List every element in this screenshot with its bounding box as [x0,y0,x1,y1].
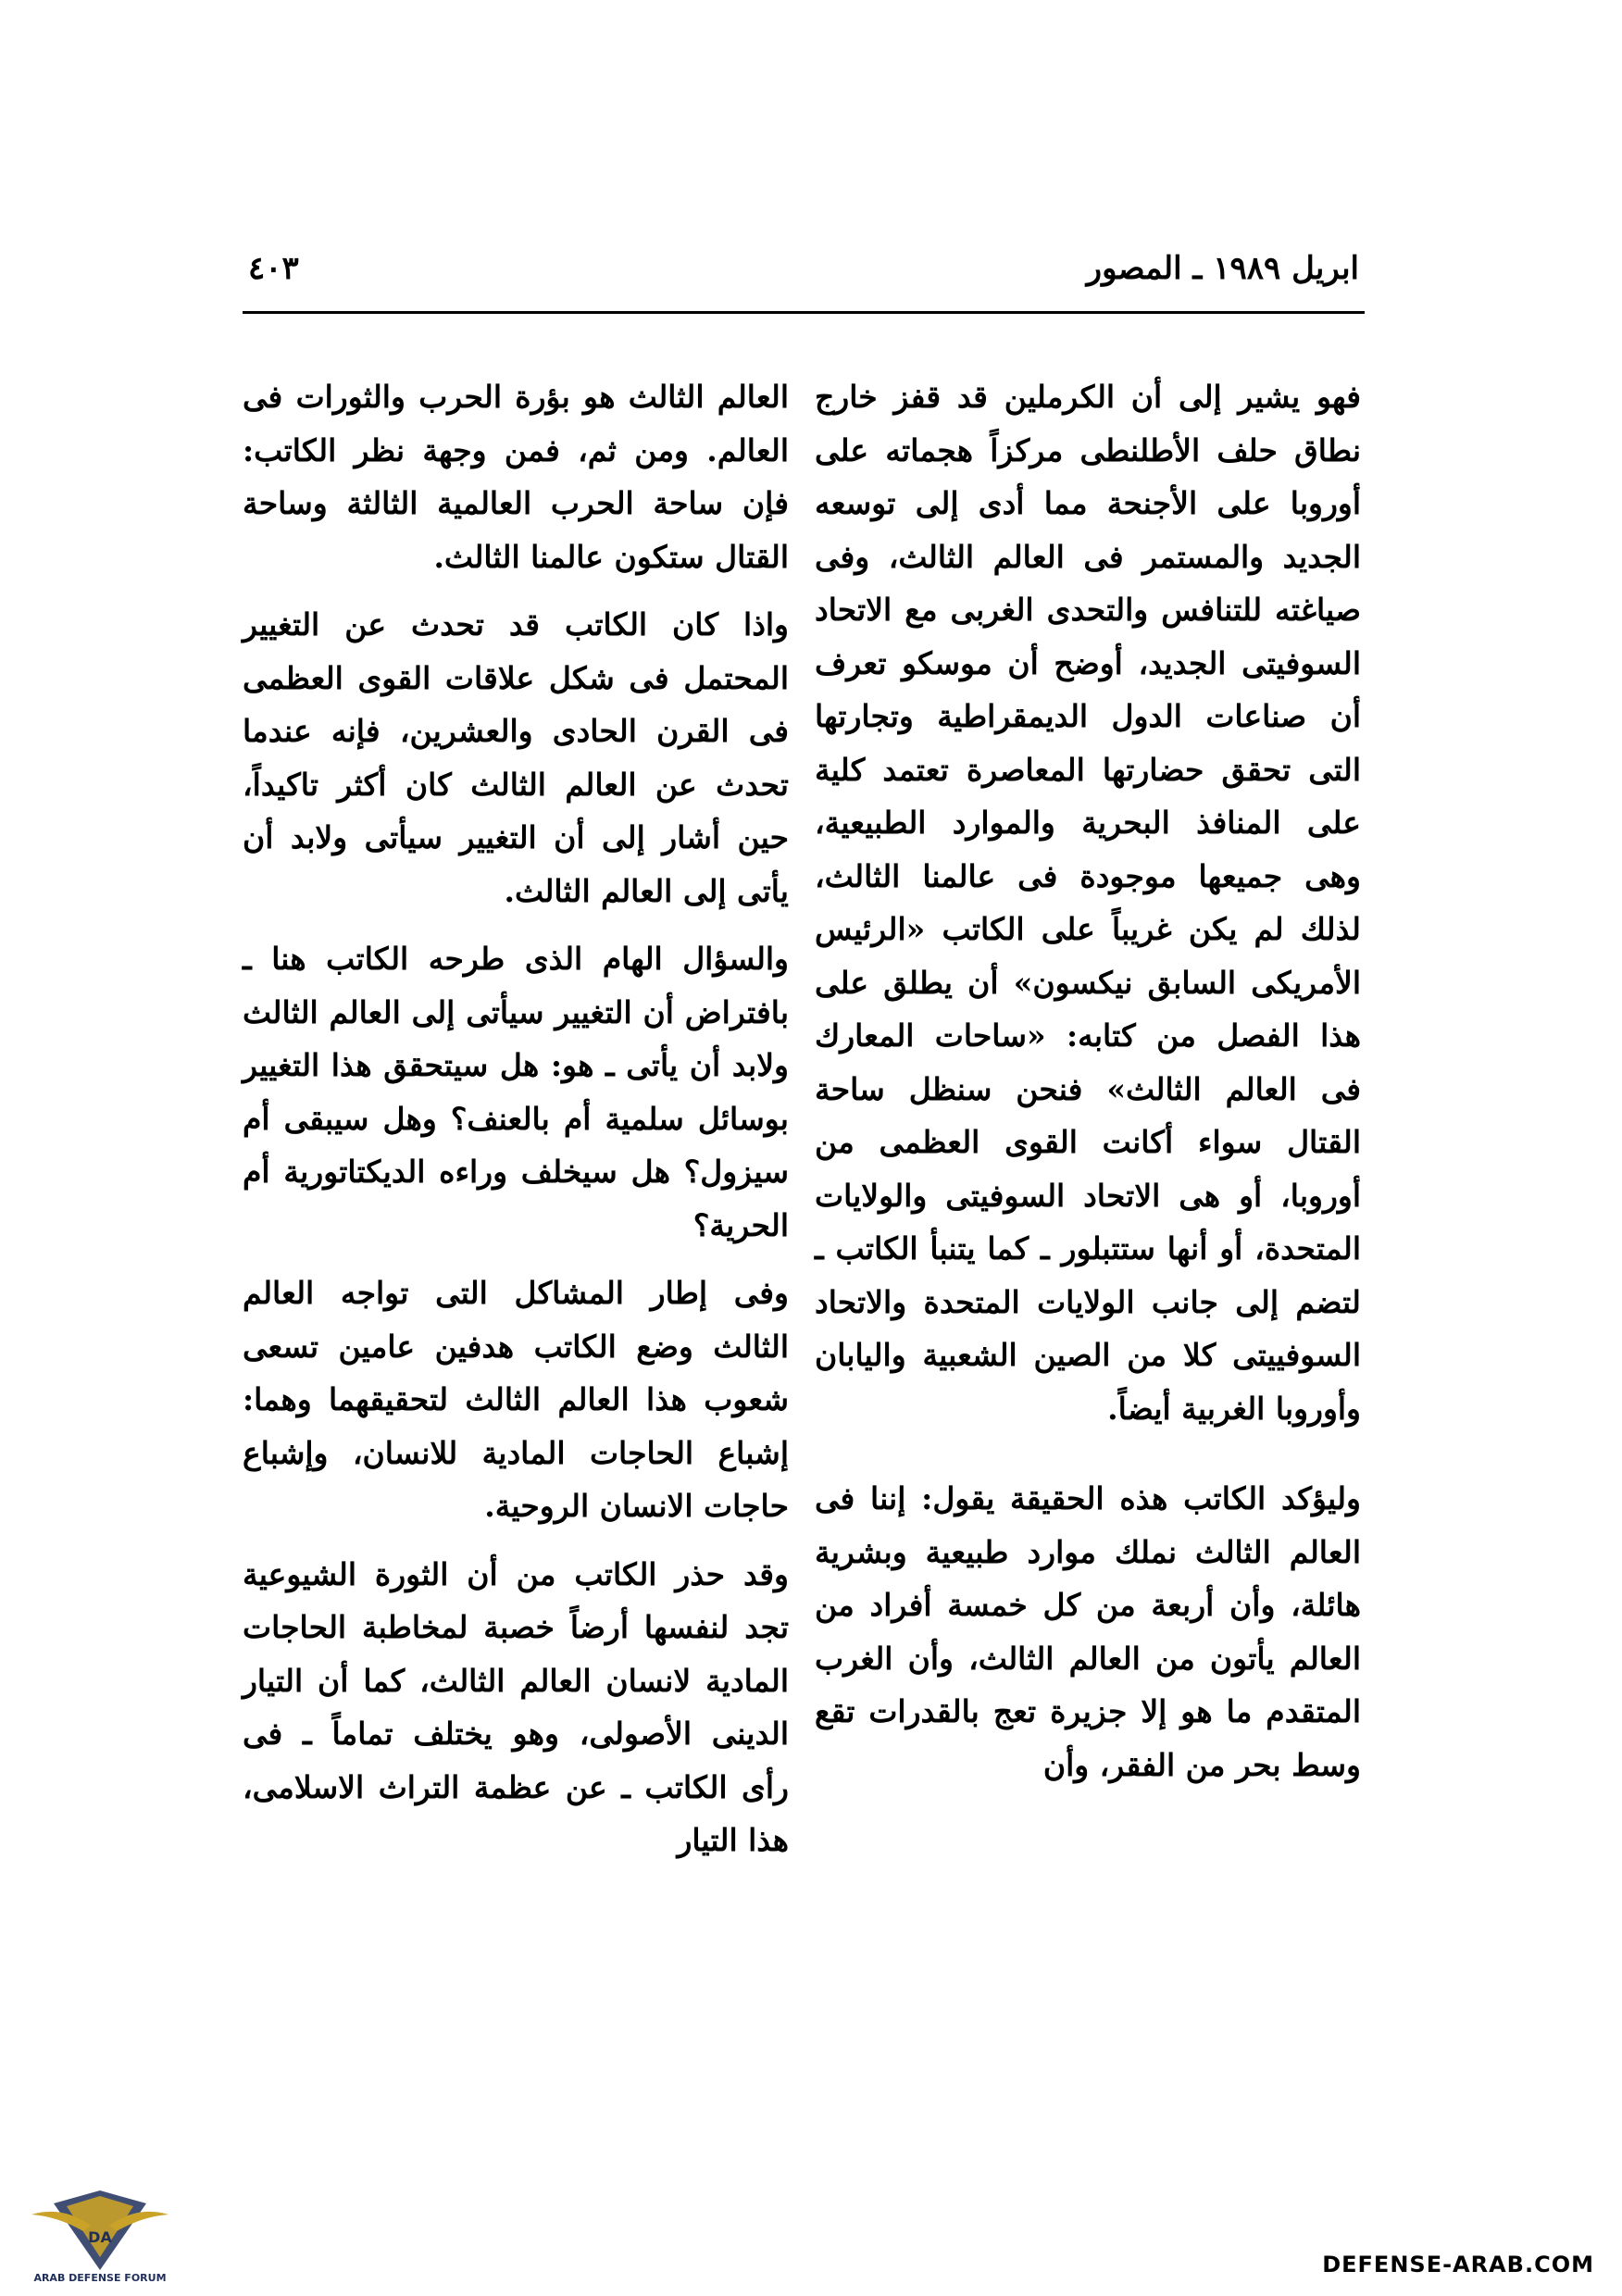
paragraph: العالم الثالث هو بؤرة الحرب والثورات فى العالم. ومن ثم، فمن وجهة نظر الكاتب: فإن ساحة الحرب العالمية الثالثة وساحة القتال ستكون عالمنا الثالث. [243,379,789,575]
header-title: ابريل ١٩٨٩ ـ المصور [1086,250,1359,287]
left-column [243,370,789,1882]
logo-text: ARAB DEFENSE FORUM [33,2272,167,2284]
forum-logo-icon [26,2177,174,2292]
header-rule [243,311,1365,314]
svg-text:DA: DA [88,2228,112,2246]
page-number: ٤٠٣ [248,250,299,287]
paragraph: والسؤال الهام الذى طرحه الكاتب هنا ـ بافتراض أن التغيير سيأتى إلى العالم الثالث ولابد أن يأتى ـ هو: هل سيتحقق هذا التغيير بوسائل سلمية أم بالعنف؟ وهل سيبقى أم سيزول؟ هل سيخلف وراءه الديكتاتورية أم الحرية؟ [243,941,789,1243]
paragraph: وقد حذر الكاتب من أن الثورة الشيوعية تجد لنفسها أرضاً خصبة لمخاطبة الحاجات المادية لانسان العالم الثالث، كما أن التيار الدينى الأصولى، وهو يختلف تماماً ـ فى رأى الكاتب ـ عن عظمة التراث الاسلامى، هذا التيار [243,1555,789,1858]
paragraph: وليؤكد الكاتب هذه الحقيقة يقول: إننا فى العالم الثالث نملك موارد طبيعية وبشرية هائلة، وأن أربعة من كل خمسة أفراد من العالم يأتون من العالم الثالث، وأن الغرب المتقدم ما هو إلا جزيرة تعج بالقدرات تقع وسط بحر من الفقر، وأن [815,1480,1361,1783]
paragraph: فهو يشير إلى أن الكرملين قد قفز خارج نطاق حلف الأطلنطى مركزاً هجماته على أوروبا على الأجنحة مما أدى إلى توسعه الجديد والمستمر فى العالم الثالث، وفى صياغته للتنافس والتحدى الغربى مع الاتحاد السوفيتى الجديد، أوضح أن موسكو تعرف أن صناعات الدول الديمقراطية وتجارتها التى تحقق حضارتها المعاصرة تعتمد كلية على المنافذ البحرية والموارد الطبيعية، وهى جميعها موجودة فى عالمنا الثالث، لذلك لم يكن غريباً على الكاتب «الرئيس الأمريكى السابق نيكسون» أن يطلق على هذا الفصل من كتابه: «ساحات المعارك فى العالم الثالث» فنحن سنظل ساحة القتال سواء أكانت القوى العظمى من أوروبا، أو هى الاتحاد السوفيتى والولايات المتحدة، أو أنها ستتبلور ـ كما يتنبأ الكاتب ـ لتضم إلى جانب الولايات المتحدة والاتحاد السوفييتى كلا من الصين الشعبية واليابان وأوروبا الغربية أيضاً. [815,379,1361,1427]
paragraph: وفى إطار المشاكل التى تواجه العالم الثالث وضع الكاتب هدفين عامين تسعى شعوب هذا العالم الثالث لتحقيقهما وهما: إشباع الحاجات المادية للانسان، وإشباع حاجات الانسان الروحية. [243,1275,789,1524]
paragraph: واذا كان الكاتب قد تحدث عن التغيير المحتمل فى شكل علاقات القوى العظمى فى القرن الحادى والعشرين، فإنه عندما تحدث عن العالم الثالث كان أكثر تاكيداً، حين أشار إلى أن التغيير سيأتى ولابد أن يأتى إلى العالم الثالث. [243,606,789,909]
watermark-site: DEFENSE-ARAB.COM [1322,2252,1594,2277]
page-header [248,250,1359,302]
right-column [815,370,1361,1806]
